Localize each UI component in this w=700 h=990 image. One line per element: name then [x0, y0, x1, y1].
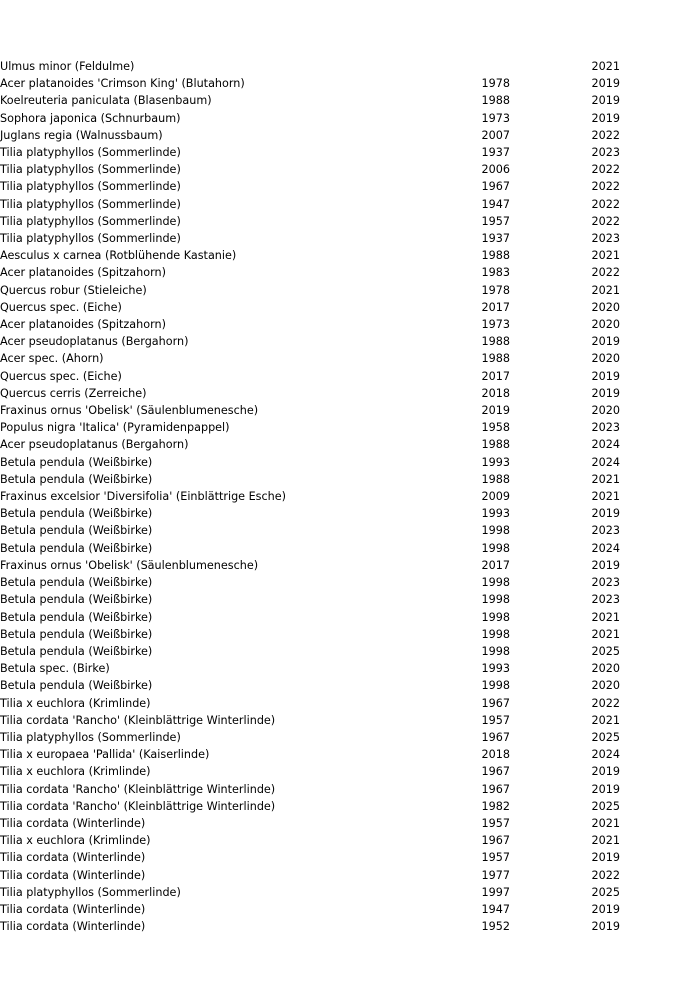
tree-species-cell: Betula pendula (Weißbirke)	[0, 472, 153, 486]
tree-species-cell: Betula pendula (Weißbirke)	[0, 507, 153, 521]
planted-year-cell: 1957	[481, 214, 510, 228]
planted-year-cell: 1973	[481, 111, 510, 125]
table-row	[0, 729, 700, 746]
spacer-cell	[620, 815, 700, 832]
checked-year-cell: 2023	[591, 421, 620, 435]
planted-year-cell: 2017	[481, 558, 510, 572]
checked-year-cell: 2024	[591, 438, 620, 452]
checked-year-cell: 2021	[591, 713, 620, 727]
checked-year-cell: 2023	[591, 576, 620, 590]
table-row	[0, 522, 700, 539]
checked-year-cell: 2020	[591, 679, 620, 693]
table-row	[0, 609, 700, 626]
table-row	[0, 161, 700, 178]
planted-year-cell: 1967	[481, 782, 510, 796]
tree-species-cell: Koelreuteria paniculata (Blasenbaum)	[0, 94, 212, 108]
table-row	[0, 110, 700, 127]
tree-species-cell: Betula pendula (Weißbirke)	[0, 679, 153, 693]
table-row	[0, 763, 700, 780]
spacer-cell	[620, 127, 700, 144]
spacer-cell	[620, 867, 700, 884]
checked-year-cell: 2019	[591, 920, 620, 934]
spacer-cell	[620, 282, 700, 299]
planted-year-cell: 1937	[481, 232, 510, 246]
planted-year-cell: 1978	[481, 283, 510, 297]
planted-year-cell: 2007	[481, 128, 510, 142]
checked-year-cell: 2021	[591, 472, 620, 486]
tree-species-cell: Betula pendula (Weißbirke)	[0, 627, 153, 641]
table-row	[0, 144, 700, 161]
spacer-cell	[620, 402, 700, 419]
tree-species-cell: Tilia x europaea 'Pallida' (Kaiserlinde)	[0, 748, 210, 762]
planted-year-cell: 1977	[481, 868, 510, 882]
checked-year-cell: 2019	[591, 386, 620, 400]
checked-year-cell: 2023	[591, 524, 620, 538]
tree-species-cell: Betula pendula (Weißbirke)	[0, 593, 153, 607]
spacer-cell	[620, 75, 700, 92]
tree-species-cell: Quercus spec. (Eiche)	[0, 300, 122, 314]
table-row	[0, 196, 700, 213]
tree-species-cell: Sophora japonica (Schnurbaum)	[0, 111, 181, 125]
spacer-cell	[620, 333, 700, 350]
planted-year-cell: 1998	[481, 541, 510, 555]
tree-species-cell: Tilia x euchlora (Krimlinde)	[0, 696, 151, 710]
planted-year-cell: 1967	[481, 696, 510, 710]
checked-year-cell: 2024	[591, 541, 620, 555]
checked-year-cell: 2022	[591, 214, 620, 228]
spacer-cell	[620, 505, 700, 522]
tree-species-cell: Aesculus x carnea (Rotblühende Kastanie)	[0, 249, 237, 263]
planted-year-cell: 1967	[481, 765, 510, 779]
tree-species-cell: Tilia x euchlora (Krimlinde)	[0, 834, 151, 848]
spacer-cell	[620, 350, 700, 367]
tree-species-cell: Tilia cordata (Winterlinde)	[0, 868, 146, 882]
spacer-cell	[620, 110, 700, 127]
spacer-cell	[620, 247, 700, 264]
spacer-cell	[620, 161, 700, 178]
planted-year-cell: 1988	[481, 438, 510, 452]
tree-species-cell: Tilia platyphyllos (Sommerlinde)	[0, 730, 181, 744]
planted-year-cell: 1998	[481, 610, 510, 624]
checked-year-cell: 2021	[591, 249, 620, 263]
tree-species-cell: Acer platanoides (Spitzahorn)	[0, 266, 166, 280]
tree-species-cell: Betula pendula (Weißbirke)	[0, 541, 153, 555]
checked-year-cell: 2022	[591, 266, 620, 280]
checked-year-cell: 2023	[591, 593, 620, 607]
planted-year-cell: 1983	[481, 266, 510, 280]
tree-species-cell: Betula pendula (Weißbirke)	[0, 610, 153, 624]
tree-species-cell: Fraxinus ornus 'Obelisk' (Säulenblumenesche)	[0, 404, 259, 418]
table-row	[0, 884, 700, 901]
table-row	[0, 92, 700, 109]
planted-year-cell: 2009	[481, 490, 510, 504]
planted-year-cell: 2006	[481, 163, 510, 177]
planted-year-cell: 1998	[481, 576, 510, 590]
checked-year-cell: 2019	[591, 369, 620, 383]
planted-year-cell	[400, 58, 510, 75]
tree-inventory-table	[0, 58, 700, 935]
tree-species-cell: Tilia platyphyllos (Sommerlinde)	[0, 146, 181, 160]
planted-year-cell: 1937	[481, 146, 510, 160]
checked-year-cell: 2021	[591, 627, 620, 641]
checked-year-cell: 2022	[591, 197, 620, 211]
tree-species-cell: Betula pendula (Weißbirke)	[0, 644, 153, 658]
checked-year-cell: 2023	[591, 232, 620, 246]
planted-year-cell: 1967	[481, 730, 510, 744]
planted-year-cell: 1952	[481, 920, 510, 934]
planted-year-cell: 1997	[481, 885, 510, 899]
table-row	[0, 385, 700, 402]
tree-species-cell: Betula pendula (Weißbirke)	[0, 576, 153, 590]
checked-year-cell: 2020	[591, 404, 620, 418]
table-row	[0, 660, 700, 677]
tree-species-cell: Tilia cordata 'Rancho' (Kleinblättrige Winterlinde)	[0, 782, 276, 796]
planted-year-cell: 1978	[481, 77, 510, 91]
checked-year-cell: 2021	[591, 490, 620, 504]
spacer-cell	[620, 58, 700, 75]
checked-year-cell: 2019	[591, 77, 620, 91]
table-row	[0, 350, 700, 367]
spacer-cell	[620, 746, 700, 763]
planted-year-cell: 1957	[481, 851, 510, 865]
checked-year-cell: 2021	[591, 283, 620, 297]
planted-year-cell: 1957	[481, 816, 510, 830]
planted-year-cell: 1988	[481, 352, 510, 366]
checked-year-cell: 2025	[591, 644, 620, 658]
spacer-cell	[620, 901, 700, 918]
spacer-cell	[620, 454, 700, 471]
planted-year-cell: 1982	[481, 799, 510, 813]
table-row	[0, 436, 700, 453]
spacer-cell	[620, 712, 700, 729]
table-row	[0, 488, 700, 505]
table-row	[0, 557, 700, 574]
checked-year-cell: 2020	[591, 300, 620, 314]
spacer-cell	[620, 574, 700, 591]
checked-year-cell: 2021	[591, 834, 620, 848]
checked-year-cell: 2019	[591, 558, 620, 572]
checked-year-cell: 2024	[591, 748, 620, 762]
checked-year-cell: 2022	[591, 163, 620, 177]
checked-year-cell: 2025	[591, 885, 620, 899]
checked-year-cell: 2021	[591, 610, 620, 624]
tree-species-cell: Tilia platyphyllos (Sommerlinde)	[0, 163, 181, 177]
tree-species-cell: Acer spec. (Ahorn)	[0, 352, 104, 366]
spacer-cell	[620, 299, 700, 316]
table-row	[0, 867, 700, 884]
checked-year-cell: 2020	[591, 662, 620, 676]
tree-species-cell: Acer pseudoplatanus (Bergahorn)	[0, 335, 189, 349]
tree-species-cell: Tilia cordata (Winterlinde)	[0, 816, 146, 830]
tree-species-cell: Tilia x euchlora (Krimlinde)	[0, 765, 151, 779]
table-row	[0, 58, 700, 75]
spacer-cell	[620, 92, 700, 109]
planted-year-cell: 2019	[481, 404, 510, 418]
planted-year-cell: 1988	[481, 472, 510, 486]
checked-year-cell: 2025	[591, 799, 620, 813]
table-row	[0, 643, 700, 660]
planted-year-cell: 2018	[481, 748, 510, 762]
table-row	[0, 75, 700, 92]
checked-year-cell: 2019	[591, 782, 620, 796]
checked-year-cell: 2024	[591, 455, 620, 469]
table-row	[0, 781, 700, 798]
table-row	[0, 230, 700, 247]
table-row	[0, 849, 700, 866]
spacer-cell	[620, 884, 700, 901]
tree-species-cell: Ulmus minor (Feldulme)	[0, 60, 135, 73]
tree-species-cell: Fraxinus ornus 'Obelisk' (Säulenblumenesche)	[0, 558, 259, 572]
checked-year-cell: 2023	[591, 146, 620, 160]
planted-year-cell: 1988	[481, 335, 510, 349]
tree-species-cell: Tilia cordata 'Rancho' (Kleinblättrige Winterlinde)	[0, 799, 276, 813]
table-row	[0, 540, 700, 557]
planted-year-cell: 1967	[481, 180, 510, 194]
table-row	[0, 333, 700, 350]
planted-year-cell: 1958	[481, 421, 510, 435]
table-row	[0, 901, 700, 918]
table-row	[0, 213, 700, 230]
spacer-cell	[620, 488, 700, 505]
spacer-cell	[620, 540, 700, 557]
tree-species-cell: Acer platanoides 'Crimson King' (Blutahorn)	[0, 77, 245, 91]
planted-year-cell: 1993	[481, 507, 510, 521]
planted-year-cell: 2017	[481, 300, 510, 314]
tree-species-cell: Quercus spec. (Eiche)	[0, 369, 122, 383]
tree-species-cell: Tilia platyphyllos (Sommerlinde)	[0, 197, 181, 211]
tree-species-cell: Quercus robur (Stieleiche)	[0, 283, 147, 297]
spacer-cell	[620, 609, 700, 626]
checked-year-cell: 2019	[591, 507, 620, 521]
tree-species-cell: Tilia platyphyllos (Sommerlinde)	[0, 885, 181, 899]
table-row	[0, 918, 700, 935]
spacer-cell	[620, 522, 700, 539]
planted-year-cell: 1973	[481, 318, 510, 332]
table-row	[0, 798, 700, 815]
table-row	[0, 505, 700, 522]
spacer-cell	[620, 230, 700, 247]
spacer-cell	[620, 781, 700, 798]
table-row	[0, 402, 700, 419]
tree-species-cell: Tilia cordata (Winterlinde)	[0, 902, 146, 916]
planted-year-cell: 1998	[481, 593, 510, 607]
tree-species-cell: Tilia platyphyllos (Sommerlinde)	[0, 180, 181, 194]
tree-species-cell: Populus nigra 'Italica' (Pyramidenpappel)	[0, 421, 230, 435]
planted-year-cell: 1993	[481, 455, 510, 469]
checked-year-cell: 2021	[591, 60, 620, 73]
checked-year-cell: 2022	[591, 128, 620, 142]
checked-year-cell: 2019	[591, 765, 620, 779]
spacer-cell	[620, 729, 700, 746]
table-row	[0, 591, 700, 608]
spacer-cell	[620, 763, 700, 780]
spacer-cell	[620, 436, 700, 453]
checked-year-cell: 2019	[591, 111, 620, 125]
spacer-cell	[620, 368, 700, 385]
planted-year-cell: 1998	[481, 627, 510, 641]
planted-year-cell: 1998	[481, 524, 510, 538]
spacer-cell	[620, 695, 700, 712]
tree-species-cell: Juglans regia (Walnussbaum)	[0, 128, 163, 142]
table-row	[0, 746, 700, 763]
checked-year-cell: 2022	[591, 696, 620, 710]
table-row	[0, 247, 700, 264]
tree-species-cell: Fraxinus excelsior 'Diversifolia' (Einblättrige Esche)	[0, 490, 286, 504]
tree-species-cell: Betula spec. (Birke)	[0, 662, 110, 676]
table-row	[0, 712, 700, 729]
planted-year-cell: 1988	[481, 94, 510, 108]
checked-year-cell: 2020	[591, 318, 620, 332]
tree-inventory-body	[0, 58, 700, 935]
spacer-cell	[620, 385, 700, 402]
tree-species-cell: Betula pendula (Weißbirke)	[0, 455, 153, 469]
checked-year-cell: 2022	[591, 868, 620, 882]
spacer-cell	[620, 643, 700, 660]
tree-species-cell: Tilia cordata (Winterlinde)	[0, 920, 146, 934]
table-row	[0, 815, 700, 832]
checked-year-cell: 2019	[591, 851, 620, 865]
planted-year-cell: 1947	[481, 197, 510, 211]
spacer-cell	[620, 419, 700, 436]
spacer-cell	[620, 471, 700, 488]
planted-year-cell: 2017	[481, 369, 510, 383]
planted-year-cell: 1993	[481, 662, 510, 676]
spacer-cell	[620, 626, 700, 643]
spacer-cell	[620, 677, 700, 694]
table-row	[0, 316, 700, 333]
checked-year-cell: 2019	[591, 94, 620, 108]
spacer-cell	[620, 264, 700, 281]
spacer-cell	[620, 213, 700, 230]
spacer-cell	[620, 798, 700, 815]
planted-year-cell: 1947	[481, 902, 510, 916]
table-row	[0, 127, 700, 144]
table-row	[0, 454, 700, 471]
spacer-cell	[620, 918, 700, 935]
tree-species-cell: Acer pseudoplatanus (Bergahorn)	[0, 438, 189, 452]
tree-species-cell: Tilia cordata 'Rancho' (Kleinblättrige Winterlinde)	[0, 713, 276, 727]
checked-year-cell: 2020	[591, 352, 620, 366]
table-row	[0, 282, 700, 299]
spacer-cell	[620, 196, 700, 213]
spacer-cell	[620, 832, 700, 849]
planted-year-cell: 2018	[481, 386, 510, 400]
planted-year-cell: 1957	[481, 713, 510, 727]
spacer-cell	[620, 178, 700, 195]
tree-species-cell: Acer platanoides (Spitzahorn)	[0, 318, 166, 332]
table-row	[0, 832, 700, 849]
tree-species-cell: Betula pendula (Weißbirke)	[0, 524, 153, 538]
planted-year-cell: 1998	[481, 644, 510, 658]
tree-species-cell: Tilia platyphyllos (Sommerlinde)	[0, 232, 181, 246]
tree-species-cell: Tilia cordata (Winterlinde)	[0, 851, 146, 865]
table-row	[0, 368, 700, 385]
tree-species-cell: Tilia platyphyllos (Sommerlinde)	[0, 214, 181, 228]
table-row	[0, 178, 700, 195]
planted-year-cell: 1967	[481, 834, 510, 848]
spacer-cell	[620, 591, 700, 608]
table-row	[0, 419, 700, 436]
table-row	[0, 264, 700, 281]
table-row	[0, 574, 700, 591]
spacer-cell	[620, 316, 700, 333]
spacer-cell	[620, 144, 700, 161]
spacer-cell	[620, 557, 700, 574]
table-row	[0, 626, 700, 643]
table-row	[0, 299, 700, 316]
table-row	[0, 677, 700, 694]
table-row	[0, 695, 700, 712]
spacer-cell	[620, 660, 700, 677]
table-row	[0, 471, 700, 488]
checked-year-cell: 2019	[591, 335, 620, 349]
spacer-cell	[620, 849, 700, 866]
checked-year-cell: 2019	[591, 902, 620, 916]
checked-year-cell: 2021	[591, 816, 620, 830]
checked-year-cell: 2022	[591, 180, 620, 194]
planted-year-cell: 1998	[481, 679, 510, 693]
planted-year-cell: 1988	[481, 249, 510, 263]
tree-species-cell: Quercus cerris (Zerreiche)	[0, 386, 147, 400]
checked-year-cell: 2025	[591, 730, 620, 744]
